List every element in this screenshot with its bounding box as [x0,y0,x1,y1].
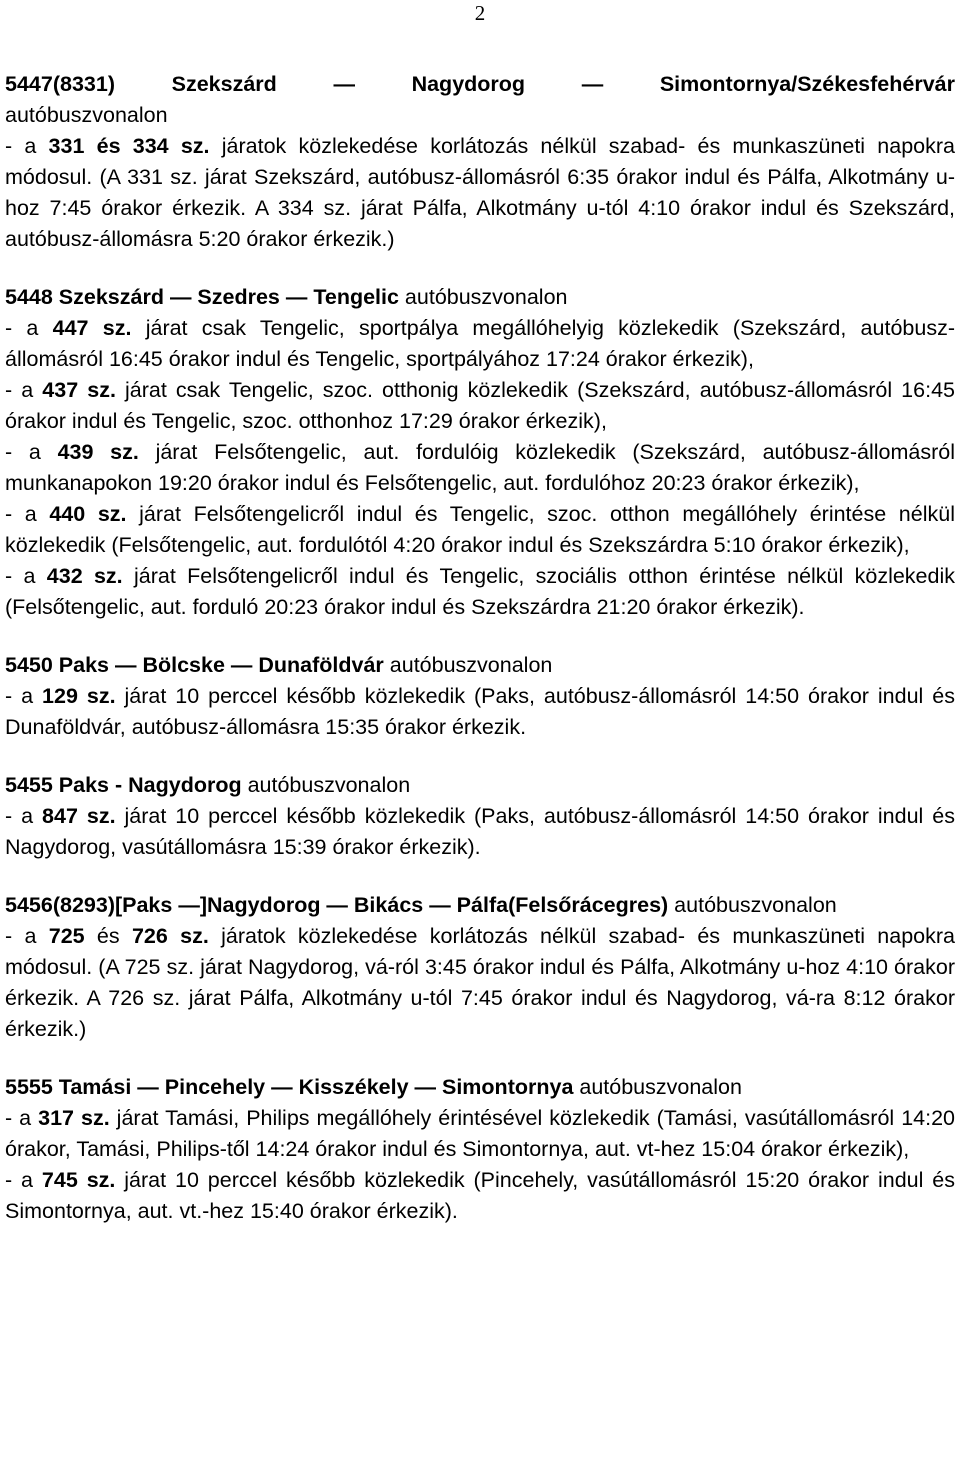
service-number: 331 és 334 sz. [48,134,210,158]
entry-dash: - a [5,804,43,828]
route-title: 5455 Paks - Nagydorog [5,773,242,797]
service-number: 725 [48,924,85,948]
service-number: 317 sz. [38,1106,110,1130]
service-entry [5,561,955,623]
service-entry [5,1165,955,1227]
entry-dash: - a [5,378,43,402]
service-number: 439 sz. [57,440,139,464]
service-number: 447 sz. [52,316,132,340]
entry-text: járat Felsőtengelic, aut. fordulóig közlekedik (Szekszárd, autóbusz-állomásról munkanapokon 19:20 órakor indul és Felsőtengelic, aut. fordulóhoz 20:23 órakor érkezik), [5,440,955,495]
route-heading-suffix: autóbuszvonalon [5,103,168,127]
service-entry [5,921,955,1045]
route-heading [5,282,955,313]
entry-dash: - a [5,1106,39,1130]
entry-text: járat 10 perccel később közlekedik (Paks, autóbusz-állomásról 14:50 órakor indul és Dunaföldvár, autóbusz-állomásra 15:35 órakor érkezik. [5,684,955,739]
service-number: 745 sz. [41,1168,116,1192]
route-heading [5,770,955,801]
service-number: 129 sz. [42,684,116,708]
entry-dash: - a [5,440,58,464]
route-section-5456 [5,890,955,1045]
route-title: 5448 Szekszárd — Szedres — Tengelic [5,285,399,309]
entry-dash: - a [5,924,49,948]
service-entry [5,499,955,561]
route-title: 5450 Paks — Bölcske — Dunaföldvár [5,653,384,677]
route-heading-suffix: autóbuszvonalon [573,1075,742,1099]
entry-dash: - a [5,1168,42,1192]
entry-text: járat 10 perccel később közlekedik (Paks, autóbusz-állomásról 14:50 órakor indul és Nagydorog, vasútállomásra 15:39 órakor érkezik). [5,804,955,859]
service-entry [5,1103,955,1165]
entry-text: járat Felsőtengelicről indul és Tengelic, szociális otthon érintése nélkül közlekedik (Felsőtengelic, aut. forduló 20:23 órakor indul és Szekszárdra 21:20 órakor érkezik). [5,564,955,619]
service-number: 847 sz. [42,804,116,828]
entry-dash: - a [5,684,43,708]
route-heading-suffix: autóbuszvonalon [398,285,568,309]
route-section-5555 [5,1072,955,1227]
service-entry [5,131,955,255]
route-title: 5555 Tamási — Pincehely — Kisszékely — Simontornya [5,1075,574,1099]
service-entry [5,375,955,437]
entry-dash: - a [5,134,49,158]
route-title: 5456(8293)[Paks —]Nagydorog — Bikács — Pálfa(Felsőrácegres) [5,893,669,917]
route-section-5450 [5,650,955,743]
service-number: 432 sz. [46,564,123,588]
heading-word: 5447(8331) [5,72,115,96]
heading-word: — [333,72,355,96]
entry-connector: és [84,924,132,948]
entry-dash: - a [5,564,47,588]
entry-text: járatok közlekedése korlátozás nélkül szabad- és munkaszüneti napokra módosul. (A 331 sz. járat Szekszárd, autóbusz-állomásról 6:35 órakor indul és Pálfa, Alkotmány u-hoz 7:45 órakor érkezik. A 334 sz. járat Pálfa, Alkotmány u-tól 4:10 órakor indul és Szekszárd, autóbusz-állomásra 5:20 órakor érkezik.) [5,134,955,251]
service-entry [5,681,955,743]
entry-text: járatok közlekedése korlátozás nélkül szabad- és munkaszüneti napokra módosul. (A 725 sz. járat Nagydorog, vá-ról 3:45 órakor indul és Pálfa, Alkotmány u-hoz 4:10 órakor érkezik. A 726 sz. járat Pálfa, Alkotmány u-tól 7:45 órakor indul és Nagydorog, vá-ra 8:12 órakor érkezik.) [5,924,955,1041]
entry-dash: - a [5,316,53,340]
page-number: 2 [474,1,486,25]
route-section-5448 [5,282,955,623]
route-heading [5,1072,955,1103]
heading-word: Simontornya/Székesfehérvár [659,72,955,96]
route-section-5455 [5,770,955,863]
entry-text: járat csak Tengelic, sportpálya megállóhelyig közlekedik (Szekszárd, autóbusz-állomásról 16:45 órakor indul és Tengelic, sportpályához 17:24 órakor érkezik), [5,316,955,371]
heading-word: Nagydorog [411,72,526,96]
service-entry [5,801,955,863]
route-heading [5,650,955,681]
route-heading [5,890,955,921]
route-heading-suffix: autóbuszvonalon [241,773,411,797]
entry-text: járat Tamási, Philips megállóhely érintésével közlekedik (Tamási, vasútállomásról 14:20 órakor, Tamási, Philips-től 14:24 órakor indul és Simontornya, aut. vt-hez 15:04 órakor érkezik), [5,1106,955,1161]
route-section-5447 [5,69,955,255]
heading-word: — [581,72,604,96]
service-entry [5,313,955,375]
entry-dash: - a [5,502,50,526]
heading-word: Szekszárd [171,72,277,96]
service-entry [5,437,955,499]
entry-text: járat 10 perccel később közlekedik (Pincehely, vasútállomásról 15:20 órakor indul és Simontornya, aut. vt.-hez 15:40 órakor érkezik). [5,1168,955,1223]
route-heading [5,69,955,100]
entry-text: járat Felsőtengelicről indul és Tengelic, szoc. otthon megállóhely érintése nélkül közlekedik (Felsőtengelic, aut. fordulótól 4:20 órakor indul és Szekszárdra 5:10 órakor érkezik), [5,502,955,557]
entry-text: járat csak Tengelic, szoc. otthonig közlekedik (Szekszárd, autóbusz-állomásról 16:45 órakor indul és Tengelic, szoc. otthonhoz 17:29 órakor érkezik), [5,378,955,433]
document-body [5,69,955,1254]
service-number: 726 sz. [131,924,209,948]
route-heading-suffix: autóbuszvonalon [668,893,837,917]
service-number: 440 sz. [49,502,127,526]
route-heading-suffix: autóbuszvonalon [383,653,553,677]
service-number: 437 sz. [42,378,116,402]
